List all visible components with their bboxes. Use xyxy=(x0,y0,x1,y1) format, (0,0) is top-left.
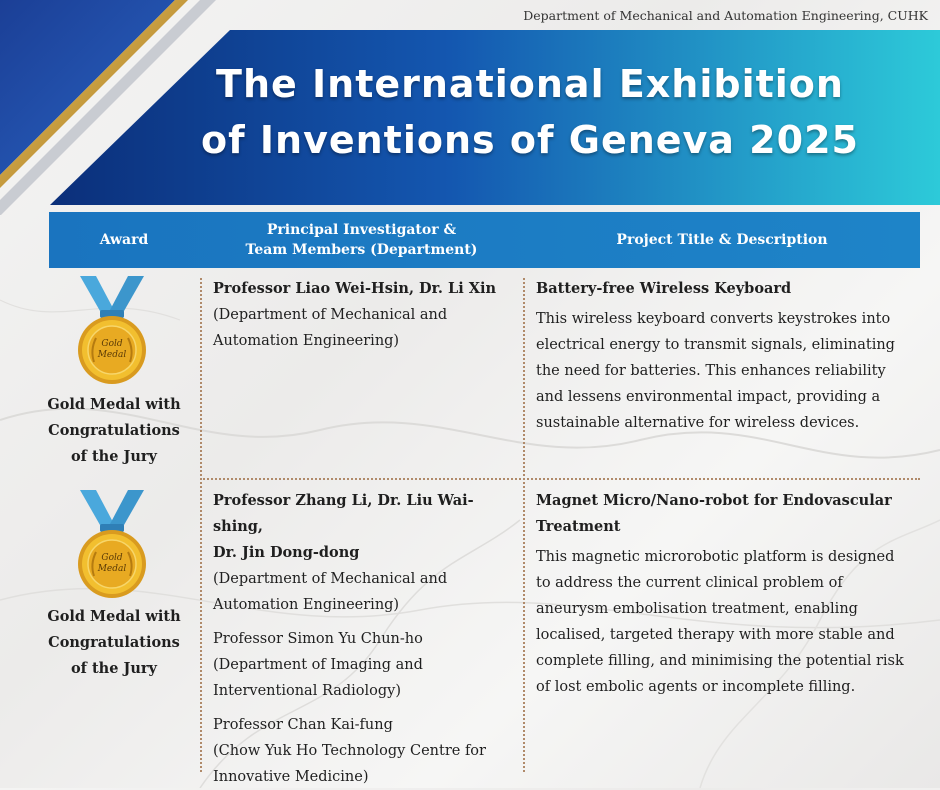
project-title: Magnet Micro/Nano-robot for Endovascular xyxy=(536,492,892,509)
project-cell xyxy=(536,276,926,436)
medal-text-gold: Gold xyxy=(101,553,123,563)
project-description-line: of lost embolic agents or incomplete filling. xyxy=(536,679,856,695)
award-line: of the Jury xyxy=(71,660,157,677)
project-description-line: the need for batteries. This enhances reliability xyxy=(536,363,886,379)
award-line: Congratulations xyxy=(48,422,180,439)
award-line: of the Jury xyxy=(71,448,157,465)
column-header-investigator xyxy=(199,212,524,268)
column-divider xyxy=(523,278,525,772)
investigator-dept: Automation Engineering) xyxy=(213,597,400,613)
project-description-line: This magnetic microrobotic platform is designed xyxy=(536,549,895,565)
department-label: Department of Mechanical and Automation Engineering, CUHK xyxy=(523,8,928,23)
award-label xyxy=(44,604,184,682)
investigator-dept: (Department of Mechanical and xyxy=(213,571,448,587)
award-line: Gold Medal with xyxy=(47,608,181,625)
column-divider xyxy=(200,278,202,772)
column-header-investigator-line1: Principal Investigator & xyxy=(266,222,457,238)
title-line-1: The International Exhibition xyxy=(216,62,844,106)
medal-text-gold: Gold xyxy=(101,339,123,349)
member-dept: Interventional Radiology) xyxy=(213,683,401,699)
row-divider xyxy=(200,478,920,480)
project-title: Treatment xyxy=(536,518,621,535)
award-line: Congratulations xyxy=(48,634,180,651)
investigator-names: Professor Zhang Li, Dr. Liu Wai-shing, xyxy=(213,492,474,535)
investigator-dept: (Department of Mechanical and xyxy=(213,307,448,323)
title-line-2: of Inventions of Geneva 2025 xyxy=(201,118,859,162)
award-label xyxy=(44,392,184,470)
investigator-dept: Automation Engineering) xyxy=(213,333,400,349)
column-header-award: Award xyxy=(99,232,149,248)
gold-medal-icon xyxy=(72,276,152,388)
medal-text-medal: Medal xyxy=(97,564,127,574)
project-cell xyxy=(536,488,926,700)
project-description-line: sustainable alternative for wireless devices. xyxy=(536,415,860,431)
project-description-line: This wireless keyboard converts keystrokes into xyxy=(536,311,891,327)
column-header-project: Project Title & Description xyxy=(616,232,828,248)
project-description-line: localised, targeted therapy with more stable and xyxy=(536,627,895,643)
investigator-cell xyxy=(213,276,518,354)
member-name: Professor Chan Kai-fung xyxy=(213,717,393,733)
project-title: Battery-free Wireless Keyboard xyxy=(536,280,792,297)
project-description-line: and lessens environmental impact, providing a xyxy=(536,389,881,405)
gold-medal-icon xyxy=(72,490,152,602)
investigator-names: Professor Liao Wei-Hsin, Dr. Li Xin xyxy=(213,280,497,297)
project-description-line: to address the current clinical problem of xyxy=(536,575,843,591)
project-description-line: electrical energy to transmit signals, eliminating xyxy=(536,337,895,353)
member-dept: (Department of Imaging and xyxy=(213,657,423,673)
investigator-cell xyxy=(213,488,518,790)
investigator-names: Dr. Jin Dong-dong xyxy=(213,544,360,561)
table-header xyxy=(49,212,920,268)
member-name: Professor Simon Yu Chun-ho xyxy=(213,631,423,647)
member-dept: Innovative Medicine) xyxy=(213,769,369,785)
column-header-investigator-line2: Team Members (Department) xyxy=(245,242,478,258)
medal-text-medal: Medal xyxy=(97,350,127,360)
project-description-line: aneurysm embolisation treatment, enabling xyxy=(536,601,858,617)
member-dept: (Chow Yuk Ho Technology Centre for xyxy=(213,743,486,759)
page-title xyxy=(120,56,940,168)
project-description-line: complete filling, and minimising the potential risk xyxy=(536,653,904,669)
award-line: Gold Medal with xyxy=(47,396,181,413)
